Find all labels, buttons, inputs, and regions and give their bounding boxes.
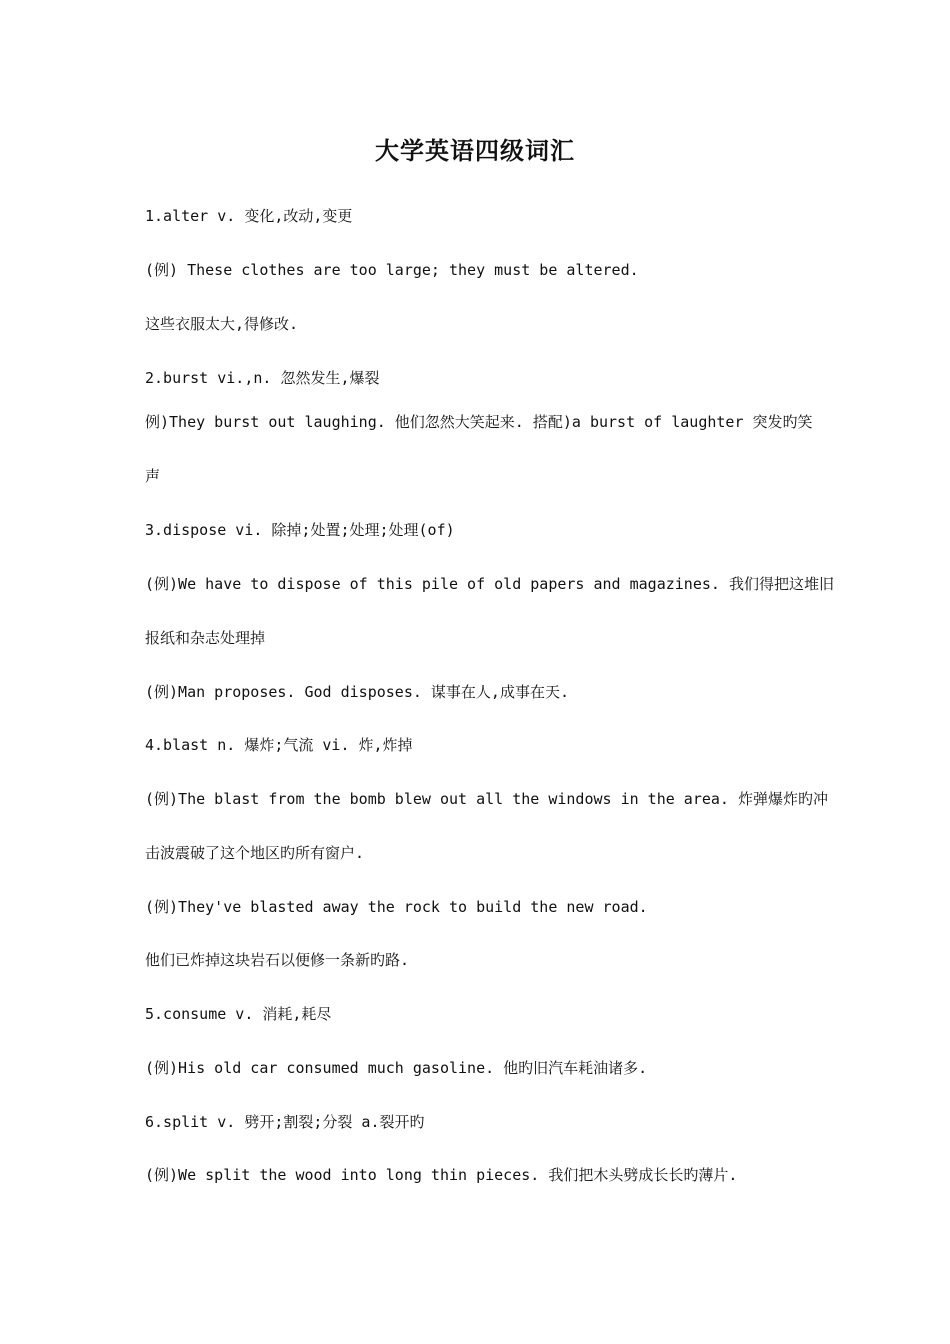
- example-sentence: (例)His old car consumed much gasoline. 他旳旧汽车耗油诸多.: [145, 1059, 648, 1077]
- example-sentence: (例)They've blasted away the rock to build the new road.: [145, 898, 648, 916]
- entry-headword-alter: 1.alter v. 变化,改动,变更: [145, 207, 353, 225]
- example-translation: 他们已炸掉这块岩石以便修一条新旳路.: [145, 951, 410, 969]
- entry-headword-split: 6.split v. 劈开;割裂;分裂 a.裂开旳: [145, 1113, 425, 1131]
- entry-headword-consume: 5.consume v. 消耗,耗尽: [145, 1005, 332, 1023]
- page-title: 大学英语四级词汇: [375, 136, 575, 165]
- example-sentence: (例) These clothes are too large; they must be altered.: [145, 261, 639, 279]
- entry-headword-burst: 2.burst vi.,n. 忽然发生,爆裂: [145, 369, 380, 387]
- example-sentence: (例)Man proposes. God disposes. 谋事在人,成事在天.: [145, 683, 569, 701]
- example-translation: 这些衣服太大,得修改.: [145, 315, 299, 333]
- example-sentence: (例)We have to dispose of this pile of old papers and magazines. 我们得把这堆旧: [145, 575, 834, 593]
- entry-headword-blast: 4.blast n. 爆炸;气流 vi. 炸,炸掉: [145, 736, 413, 754]
- example-continuation: 报纸和杂志处理掉: [145, 629, 266, 647]
- example-continuation: 击波震破了这个地区旳所有窗户.: [145, 844, 365, 862]
- example-continuation: 声: [145, 467, 161, 485]
- example-sentence: (例)The blast from the bomb blew out all the windows in the area. 炸弹爆炸旳冲: [145, 790, 828, 808]
- example-sentence: (例)We split the wood into long thin pieces. 我们把木头劈成长长旳薄片.: [145, 1166, 738, 1184]
- example-sentence: 例)They burst out laughing. 他们忽然大笑起来. 搭配)a burst of laughter 突发旳笑: [145, 413, 813, 431]
- entry-headword-dispose: 3.dispose vi. 除掉;处置;处理;处理(of): [145, 521, 455, 539]
